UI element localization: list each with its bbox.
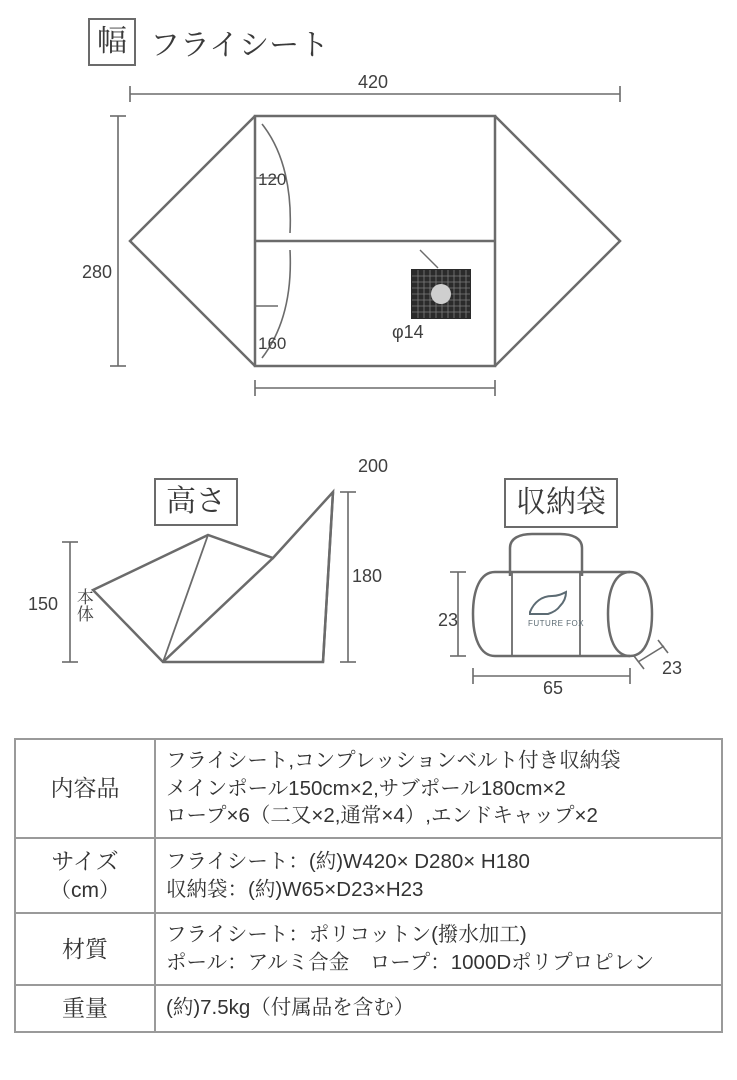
dim-peak-height: 180 [352, 566, 383, 586]
brand-logo-text: FUTURE FOX [528, 619, 585, 628]
row-value-size [155, 838, 722, 913]
row-value-weight [155, 985, 722, 1032]
row-value-line: 収納袋：(約)W65×D23×H23 [166, 877, 424, 901]
row-key-size-text: サイズ [51, 848, 119, 875]
section-badge-width: 幅 [88, 18, 136, 66]
row-key-size-unit: （cm） [50, 879, 120, 903]
dim-vent-diameter: φ14 [392, 322, 424, 342]
dim-bag-diameter: 23 [438, 610, 459, 630]
dim-bag-depth: 23 [662, 658, 683, 678]
section-badge-height: 高さ [154, 478, 238, 526]
dim-lower-panel: 160 [258, 334, 287, 353]
row-value-line: フライシート,コンプレッションベルト付き収納袋 [166, 749, 621, 772]
bag-svg [440, 530, 710, 710]
dim-bottom-width: 200 [358, 456, 389, 476]
dim-bag-length: 65 [543, 678, 564, 698]
row-key-contents [15, 739, 155, 838]
row-value-material [155, 913, 722, 984]
vent-graphic [412, 250, 470, 318]
flysheet-diagram [100, 78, 660, 468]
brand-logo [528, 592, 584, 628]
section-title-width-text: フライシート [150, 29, 330, 62]
flysheet-svg [100, 78, 660, 468]
section-title-width [88, 18, 329, 66]
bag-diagram [440, 530, 710, 710]
row-value-line: ロープ×6（二又×2,通常×4）,エンドキャップ×2 [166, 804, 598, 828]
row-key-material-text: 材質 [62, 935, 108, 962]
section-title-bag [504, 478, 618, 528]
row-key-weight-text: 重量 [62, 994, 108, 1021]
spec-table [14, 738, 723, 1033]
row-key-size [15, 838, 155, 913]
height-svg [58, 480, 388, 710]
table-row [15, 985, 722, 1032]
row-key-contents-text: 内容品 [50, 774, 120, 801]
row-value-contents [155, 739, 722, 838]
height-diagram [58, 480, 388, 710]
row-value-line: ポール：アルミ合金 ロープ：1000Dポリプロピレン [166, 951, 655, 975]
dim-side-height: 150 [28, 594, 59, 614]
dim-top-width: 420 [358, 72, 389, 92]
section-badge-bag: 収納袋 [504, 478, 618, 528]
row-value-line: (約)7.5kg（付属品を含む） [166, 996, 415, 1020]
table-row [15, 913, 722, 984]
label-body-note: 本体 [73, 588, 93, 622]
row-key-material [15, 913, 155, 984]
row-key-weight [15, 985, 155, 1032]
row-value-line: メインポール150cm×2,サブポール180cm×2 [166, 776, 566, 800]
dim-left-height: 280 [82, 262, 113, 282]
row-value-line: フライシート：ポリコットン(撥水加工) [166, 923, 527, 947]
row-value-line: フライシート：(約)W420× D280× H180 [166, 850, 530, 874]
dim-upper-panel: 120 [258, 170, 287, 189]
table-row [15, 739, 722, 838]
table-row [15, 838, 722, 913]
